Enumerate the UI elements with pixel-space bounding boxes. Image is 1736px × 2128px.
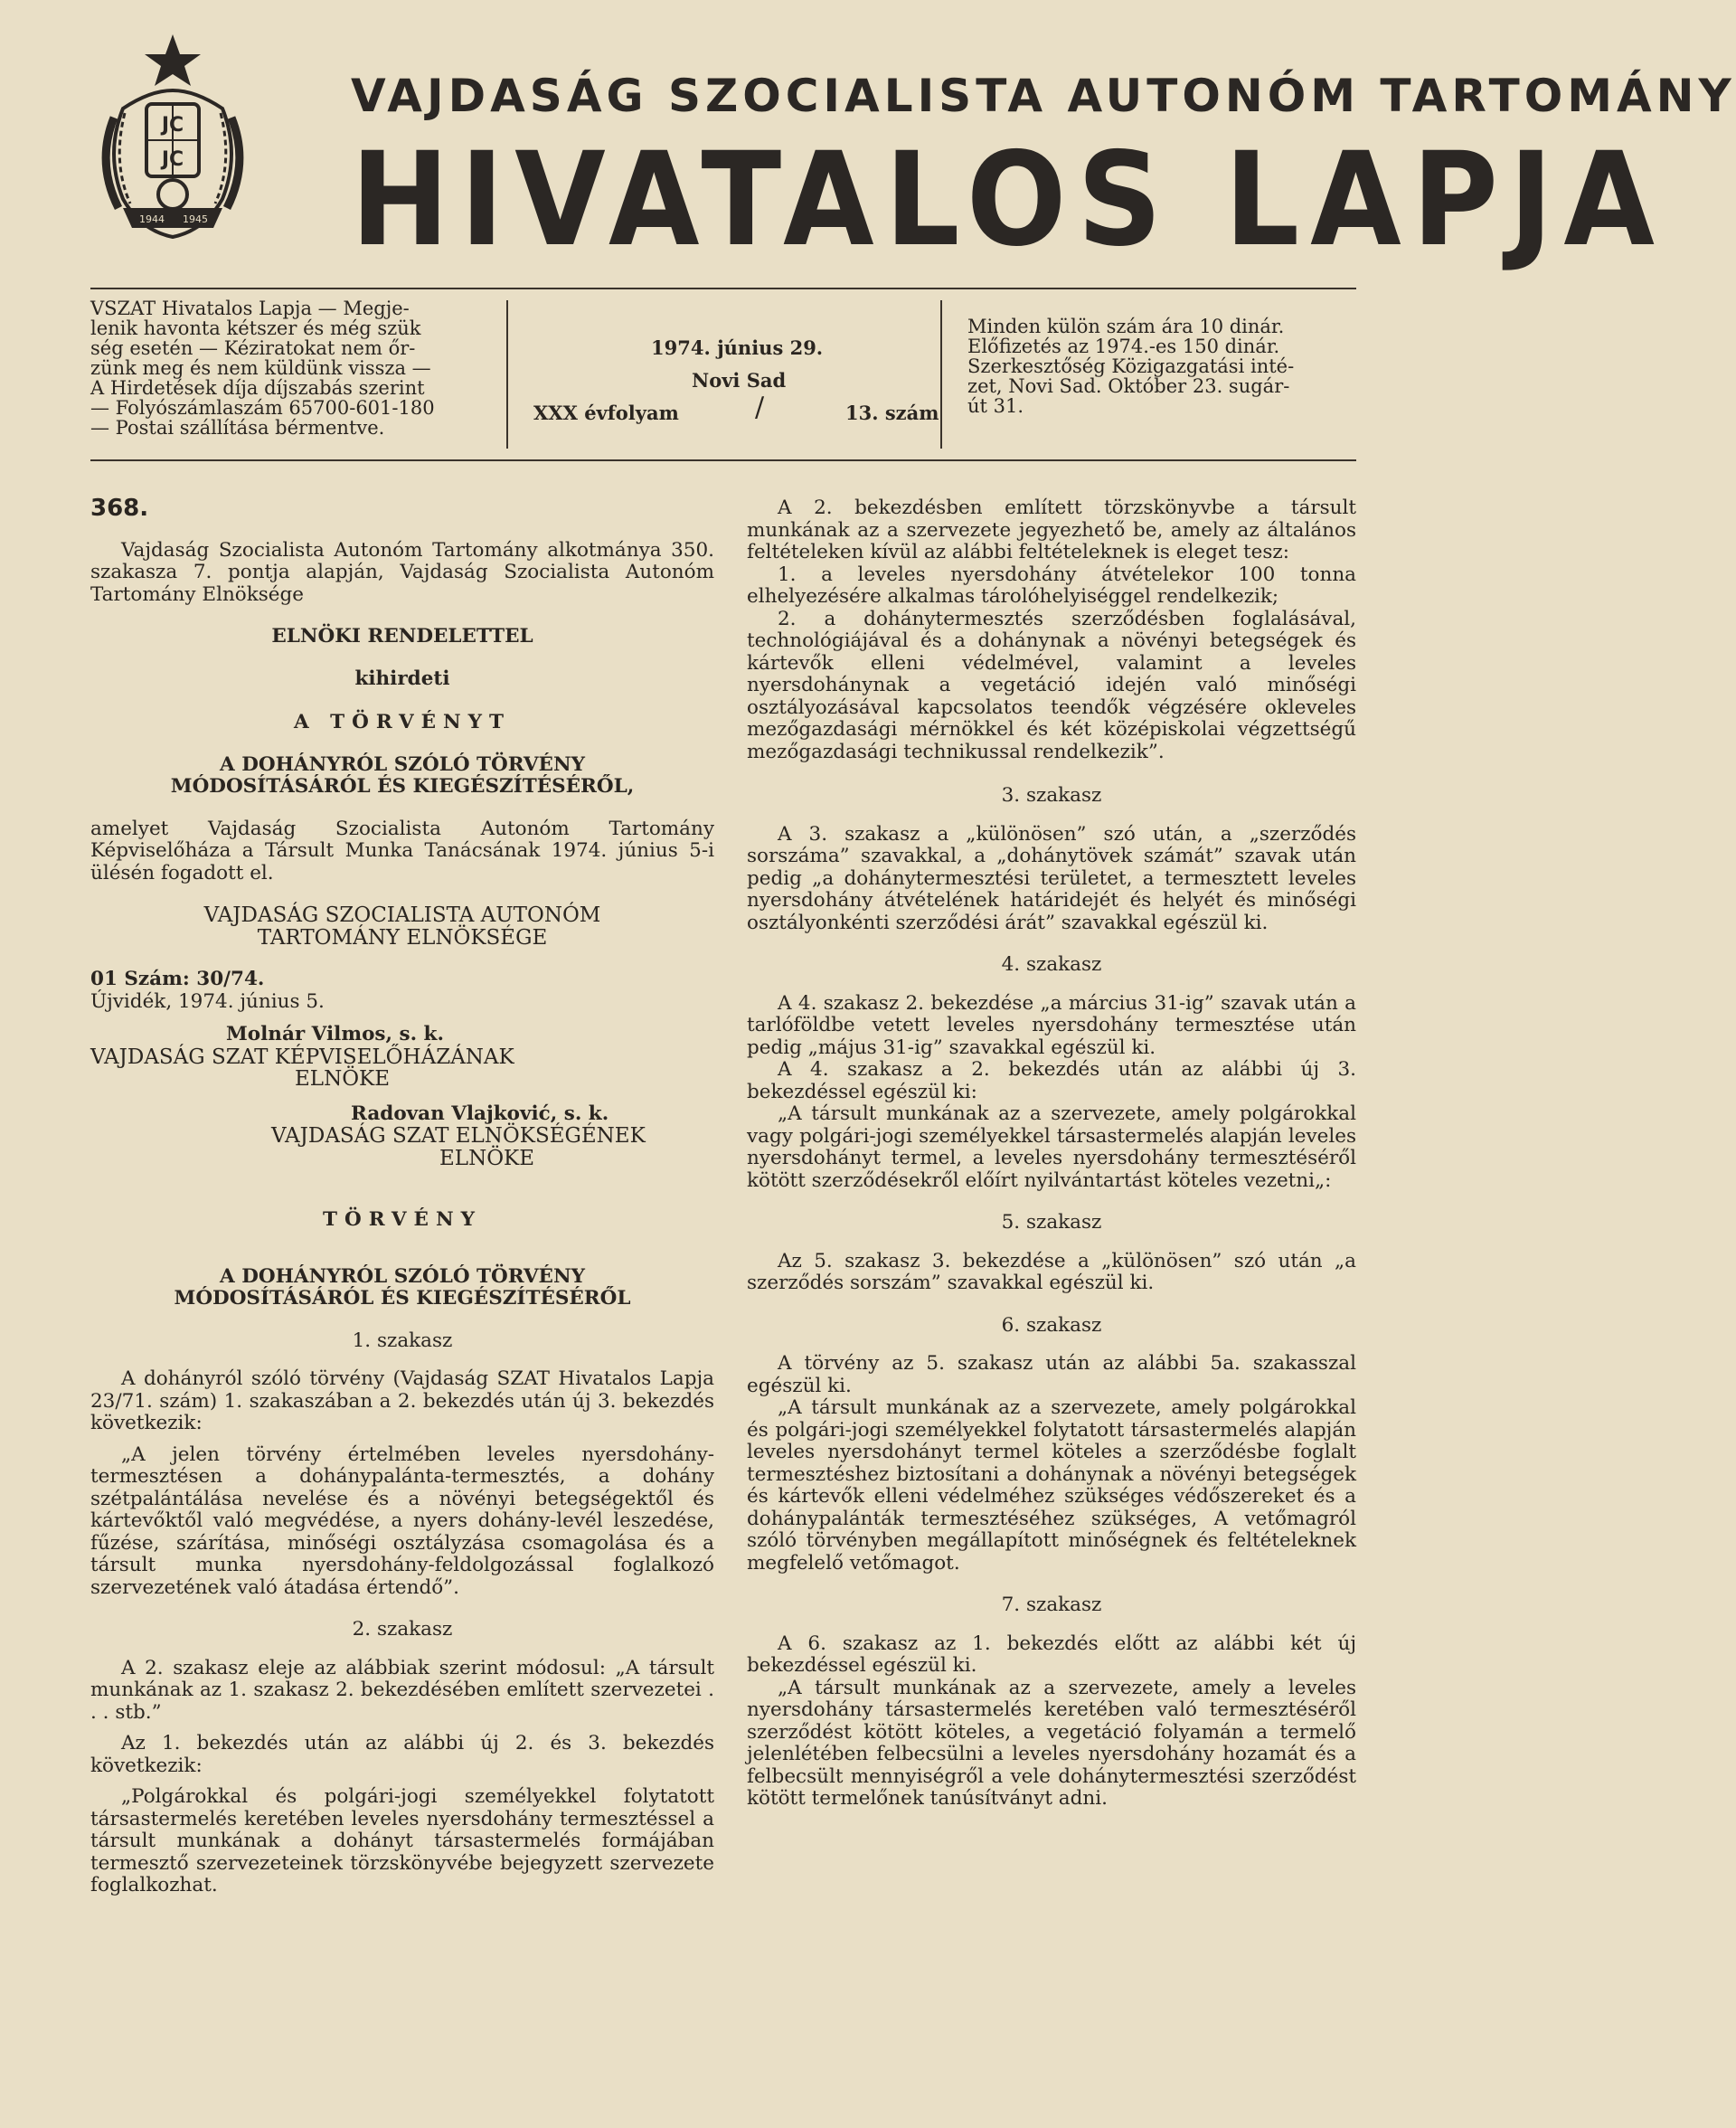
presidency-line2: TARTOMÁNY ELNÖKSÉGE — [257, 925, 548, 950]
section-4-para3: „A társult munkának az a szervezete, amely polgárokkal vagy polgári-jogi személyekkel társastermelés alapján leveles nyersdohányt termel, a leveles nyersdohány termesztéséről kötött szerződésekről előírt nyilvántartást köteles vezetni„: — [747, 1102, 1356, 1192]
section-5-heading: 5. szakasz — [1001, 1211, 1102, 1234]
header-rule — [90, 459, 1356, 461]
signer1-name: Molnár Vilmos, s. k. — [226, 1023, 444, 1045]
section-4-para2: A 4. szakasz a 2. bekezdés után az alábbi új 3. bekezdéssel egészül ki: — [747, 1058, 1356, 1103]
register-conditions-intro: A 2. bekezdésben említett törzskönyvbe a társult munkának az a szervezete jegyezhető be, amely az általános feltételeken kívül az alábbi feltételeknek is eleget tesz: — [747, 497, 1356, 563]
reference-place-date: Újvidék, 1974. június 5. — [90, 989, 325, 1013]
emblem-letters-top: JC — [161, 114, 184, 137]
coat-of-arms-icon — [87, 27, 259, 244]
section-7-heading: 7. szakasz — [1001, 1594, 1102, 1616]
gazette-page: JC JC 1944 1945 VAJDASÁG SZOCIALISTA AUTONÓM TARTOMÁNY HIVATALOS LAPJA VSZAT Hivatalos Lapja — Megje- lenik havonta kétszer és még szük ség esetén — Kéziratokat nem őr- zünk meg és nem küldünk vissza — A Hirdetések díja díjszabás szerint — Folyószámlaszám 65700-601-180 — Postai szállítása bérmentve. 1974. június 29. Novi Sad XXX évfolyam / 13. szám Minden külön szám ára 10 dinár. Előfizetés az 1974.-es 150 dinár. Szerkesztőség Közigazgatási inté- zet, Novi Sad. Október 23. sugár- út 31. 368. Vajdaság Szocialista Autonóm Tartomány alkotmánya 350. szakasza 7. pontja alapján, Vajdaság Szocialista Autonóm Tartomány Elnöksége ELNÖKI RENDELETTEL kihirdeti A TÖRVÉNYT A DOHÁNYRÓL SZÓLÓ TÖRVÉNY MÓDOSÍTÁSÁRÓL ÉS KIEGÉSZÍTÉSÉRŐL, amelyet Vajdaság Szocialista Autonóm Tartomány Képviselőháza a Társult Munka Tanácsának 1974. június 5-i ülésén fogadott el. VAJDASÁG SZOCIALISTA AUTONÓM TARTOMÁNY ELNÖKSÉGE 01 Szám: 30/74. Újvidék, 1974. június 5. Molnár Vilmos, s. k. VAJDASÁG SZAT KÉPVISELŐHÁZÁNAK ELNÖKE Radovan Vlajković, s. k. VAJDASÁG SZAT ELNÖKSÉGÉNEK ELNÖKE TÖRVÉNY A DOHÁNYRÓL SZÓLÓ TÖRVÉNY MÓDOSÍTÁSÁRÓL ÉS KIEGÉSZÍTÉSÉRŐL 1. szakasz A dohányról szóló törvény (Vajdaság SZAT Hivatalos Lapja 23/71. szám) 1. szakaszában a 2. bekezdés után új 3. bekezdés következik: „A jelen törvény értelmében leveles nyersdohány-termesztésen a dohánypalánta-termesztés, a dohány szétpalántálása nevelése és a növényi betegségektől és kártevőktől való megvédése, a nyers dohány-levél leszedése, fűzése, szárítása, minőségi osztályzása csomagolása és a társult munka nyersdohány-feldolgozással foglalkozó szervezetének való átadása értendő”. 2. szakasz A 2. szakasz eleje az alábbiak szerint módosul: „A társult munkának az 1. szakasz 2. bekezdésében említett szervezetei . . . stb.” Az 1. bekezdés után az alábbi új 2. és 3. bekezdés következik: „Polgárokkal és polgári-jogi személyekkel folytatott társastermelés keretében leveles nyersdohány termesztéssel a társult munkának a dohányt társastermelés formájában termesztő szervezeteinek törzskönyvébe bejegyzett szervezete foglalkozhat. A 2. bekezdésben említett törzskönyvbe a társult munkának az a szervezete jegyezhető be, amely az általános feltételeken kívül az alábbi feltételeknek is eleget tesz: 1. a leveles nyersdohány átvételekor 100 tonna elhelyezésére alkalmas tárolóhelyiséggel rendelkezik; 2. a dohánytermesztés szerződésben foglalásával, technológiájával és a dohánynak a növényi betegségek és kártevők elleni védelmével, valamint a leveles nyersdohánynak a vegetáció idején való minőségi osztályozásával kapcsolatos teendők végzésére okleveles mezőgazdasági mérnökkel és két középiskolai végzettségű mezőgazdasági technikussal rendelkezik”. 3. szakasz A 3. szakasz a „különösen” szó után, a „szerződés sorszáma” szavakkal, a „dohánytövek számát” szavak után pedig „a dohánytermesztési területet, a termesztett leveles nyersdohány átvételének határidejét és helyét és minőségi osztályonkénti szerződési árát” szavakkal egészül ki. 4. szakasz A 4. szakasz 2. bekezdése „a március 31-ig” szavak után a tarlóföldbe vetett leveles nyersdohány termesztése után pedig „május 31-ig” szavakkal egészül ki. A 4. szakasz a 2. bekezdés után az alábbi új 3. bekezdéssel egészül ki: „A társult munkának az a szervezete, amely polgárokkal vagy polgári-jogi személyekkel társastermelés alapján leveles nyersdohányt termel, a leveles nyersdohány termesztéséről kötött szerződésekről előírt nyilvántartást köteles vezetni„: 5. szakasz Az 5. szakasz 3. bekezdése a „különösen” szó után „a szerződés sorszám” szavakkal egészül ki. 6. szakasz A törvény az 5. szakasz után az alábbi 5a. szakasszal egészül ki. „A társult munkának az a szervezete, amely polgárokkal és polgári-jogi személyekkel folytatott társastermelés alapján leveles nyersdohányt termel köteles a szerződésbe foglalt termesztéshez biztosítani a dohánynak a növényi betegségek és kártevők elleni védelméhez szükséges védőszereket és a dohánypalánták termesztéséhez szükséges, A vetőmagról szóló törvényben megállapított minőségnek és feltételeknek megfelelő vetőmagot. 7. szakasz A 6. szakasz az 1. bekezdés előtt az alábbi két új bekezdéssel egészül ki. „A társult munkának az a szervezete, amely a leveles nyersdohány társastermelés keretében való termesztéséről szerződést kötött köteles, a vegetáció folyamán a termelő jelenlétében felbecsülni a leveles nyersdohány hozamát és a felbecsült mennyiségről a vele dohánytermesztési szerződést kötött termelőnek tanúsítványt adni. — [0, 0, 1447, 2128]
section-1-para1: A dohányról szóló törvény (Vajdaság SZAT Hivatalos Lapja 23/71. szám) 1. szakaszában a 2. bekezdés után új 3. bekezdés következik: — [90, 1367, 714, 1434]
section-7-para2: „A társult munkának az a szervezete, amely a leveles nyersdohány társastermelés keretében való termesztéséről szerződést kötött köteles, a vegetáció folyamán a termelő jelenlétében felbecsülni a leveles nyersdohány hozamát és a felbecsült mennyiségről a vele dohánytermesztési szerződést kötött termelőnek tanúsítványt adni. — [747, 1676, 1356, 1810]
right-column — [747, 497, 1356, 1811]
section-6-heading: 6. szakasz — [1001, 1313, 1102, 1337]
masthead-title: HIVATALOS LAPJA — [351, 123, 1665, 276]
issue-date: 1974. június 29. — [651, 336, 824, 359]
section-3-heading: 3. szakasz — [1001, 784, 1102, 807]
section-1-para2: „A jelen törvény értelmében leveles nyersdohány-termesztésen a dohánypalánta-termesztés, a dohány szétpalántálása nevelése és a növényi betegségektől és kártevőktől való megvédése, a nyers dohány-levél leszedése, fűzése, szárítása, minőségi osztályzása csomagolása és a társult munka nyersdohány-feldolgozással foglalkozó szervezetének való átadása értendő”. — [90, 1442, 714, 1599]
left-column — [90, 497, 714, 1897]
masthead-subtitle: VAJDASÁG SZOCIALISTA AUTONÓM TARTOMÁNY — [351, 70, 1736, 122]
section-3-para1: A 3. szakasz a „különösen” szó után, a „szerződés sorszáma” szavakkal, a „dohánytövek számát” szavak után pedig „a dohánytermesztési területet, a termesztett leveles nyersdohány átvételének határidejét és helyét és minőségi osztályonkénti szerződési árát” szavakkal egészül ki. — [747, 822, 1356, 934]
section-5-para1: Az 5. szakasz 3. bekezdése a „különösen” szó után „a szerződés sorszám” szavakkal egészül ki. — [747, 1249, 1356, 1294]
masthead-rule — [90, 288, 1356, 289]
section-2-heading: 2. szakasz — [352, 1618, 453, 1641]
decree-number: 368. — [90, 495, 149, 522]
reference-number: 01 Szám: 30/74. — [90, 968, 265, 990]
adopted-text: amelyet Vajdaság Szocialista Autonóm Tartomány Képviselőháza a Társult Munka Tanácsának 1974. június 5-i ülésén fogadott el. — [90, 817, 714, 884]
publication-info-left: VSZAT Hivatalos Lapja — Megje- lenik havonta kétszer és még szük ség esetén — Kéziratokat nem őr- zünk meg és nem küldünk vissza — A Hirdetések díja díjszabás szerint — Folyószámlaszám 65700-601-180 — Postai szállítása bérmentve. — [90, 298, 435, 439]
section-6-para1: A törvény az 5. szakasz után az alábbi 5a. szakasszal egészül ki. — [747, 1352, 1356, 1397]
emblem-letters-bottom: JC — [161, 148, 184, 171]
law2-title-line2: MÓDOSÍTÁSÁRÓL ÉS KIEGÉSZÍTÉSÉRŐL — [174, 1287, 631, 1310]
emblem-ribbon-left: 1944 — [139, 213, 165, 225]
presidency-line1: VAJDASÁG SZOCIALISTA AUTONÓM — [203, 903, 601, 927]
issue-place: Novi Sad — [692, 369, 787, 392]
law2-title-line1: A DOHÁNYRÓL SZÓLÓ TÖRVÉNY — [220, 1264, 585, 1288]
signer2-name: Radovan Vlajković, s. k. — [351, 1102, 609, 1125]
section-2-para3: „Polgárokkal és polgári-jogi személyekkel folytatott társastermelés keretében leveles nyersdohány termesztéssel a társult munkának a dohányt társastermelés formájában termesztő szervezeteinek törzskönyvébe bejegyzett szervezete foglalkozhat. — [90, 1785, 714, 1896]
publication-info-right: Minden külön szám ára 10 dinár. Előfizetés az 1974.-es 150 dinár. Szerkesztőség Közigazgatási inté- zet, Novi Sad. Október 23. sugár- út 31. — [967, 316, 1295, 417]
section-4-heading: 4. szakasz — [1001, 953, 1102, 976]
info-divider-right — [940, 300, 942, 449]
signer1-title-line1: VAJDASÁG SZAT KÉPVISELŐHÁZÁNAK — [90, 1045, 514, 1069]
register-condition-2: 2. a dohánytermesztés szerződésben foglalásával, technológiájával és a dohánynak a növényi betegségek és kártevők elleni védelmével, valamint a leveles nyersdohánynak a vegetáció idején való minőségi osztályozásával kapcsolatos teendők végzésére okleveles mezőgazdasági mérnökkel és két középiskolai végzettségű mezőgazdasági technikussal rendelkezik”. — [747, 607, 1356, 763]
section-2-para1: A 2. szakasz eleje az alábbiak szerint módosul: „A társult munkának az 1. szakasz 2. bekezdésében említett szervezetei . . . stb.” — [90, 1656, 714, 1724]
section-4-para1: A 4. szakasz 2. bekezdése „a március 31-ig” szavak után a tarlóföldbe vetett leveles nyersdohány termesztése után pedig „május 31-ig” szavakkal egészül ki. — [747, 991, 1356, 1059]
section-2-para2: Az 1. bekezdés után az alábbi új 2. és 3. bekezdés következik: — [90, 1732, 714, 1777]
register-condition-1: 1. a leveles nyersdohány átvételekor 100 tonna elhelyezésére alkalmas tárolóhelyiséggel rendelkezik; — [747, 563, 1356, 608]
law-heading: A TÖRVÉNYT — [293, 711, 512, 733]
law-title-line2: MÓDOSÍTÁSÁRÓL ÉS KIEGÉSZÍTÉSÉRŐL, — [170, 775, 635, 798]
issue-volume: XXX évfolyam — [533, 402, 679, 424]
law-title-line1: A DOHÁNYRÓL SZÓLÓ TÖRVÉNY — [220, 752, 585, 776]
signer1-title-line2: ELNÖKE — [295, 1067, 391, 1091]
law-word: TÖRVÉNY — [323, 1208, 482, 1231]
proclaims: kihirdeti — [354, 667, 450, 690]
decree-label: ELNÖKI RENDELETTEL — [271, 625, 533, 648]
info-divider-left — [506, 300, 508, 449]
section-7-para1: A 6. szakasz az 1. bekezdés előtt az alábbi két új bekezdéssel egészül ki. — [747, 1631, 1356, 1677]
section-6-para2: „A társult munkának az a szervezete, amely polgárokkal és polgári-jogi személyekkel folytatott társastermelés alapján leveles nyersdohányt termel köteles a szerződésbe foglalt termesztéshez biztosítani a dohánynak a növényi betegségek és kártevők elleni védelméhez szükséges védőszereket és a dohánypalánták termesztéséhez szükséges, A vetőmagról szóló törvényben megállapított minőségnek és feltételeknek megfelelő vetőmagot. — [747, 1396, 1356, 1575]
emblem-ribbon-right: 1945 — [183, 213, 208, 225]
section-1-heading: 1. szakasz — [352, 1329, 453, 1352]
preamble: Vajdaság Szocialista Autonóm Tartomány alkotmánya 350. szakasza 7. pontja alapján, Vajdaság Szocialista Autonóm Tartomány Elnöksége — [90, 538, 714, 606]
signer2-title-line1: VAJDASÁG SZAT ELNÖKSÉGÉNEK — [271, 1124, 646, 1148]
signer2-title-line2: ELNÖKE — [439, 1146, 535, 1170]
issue-number: 13. szám — [845, 402, 939, 424]
